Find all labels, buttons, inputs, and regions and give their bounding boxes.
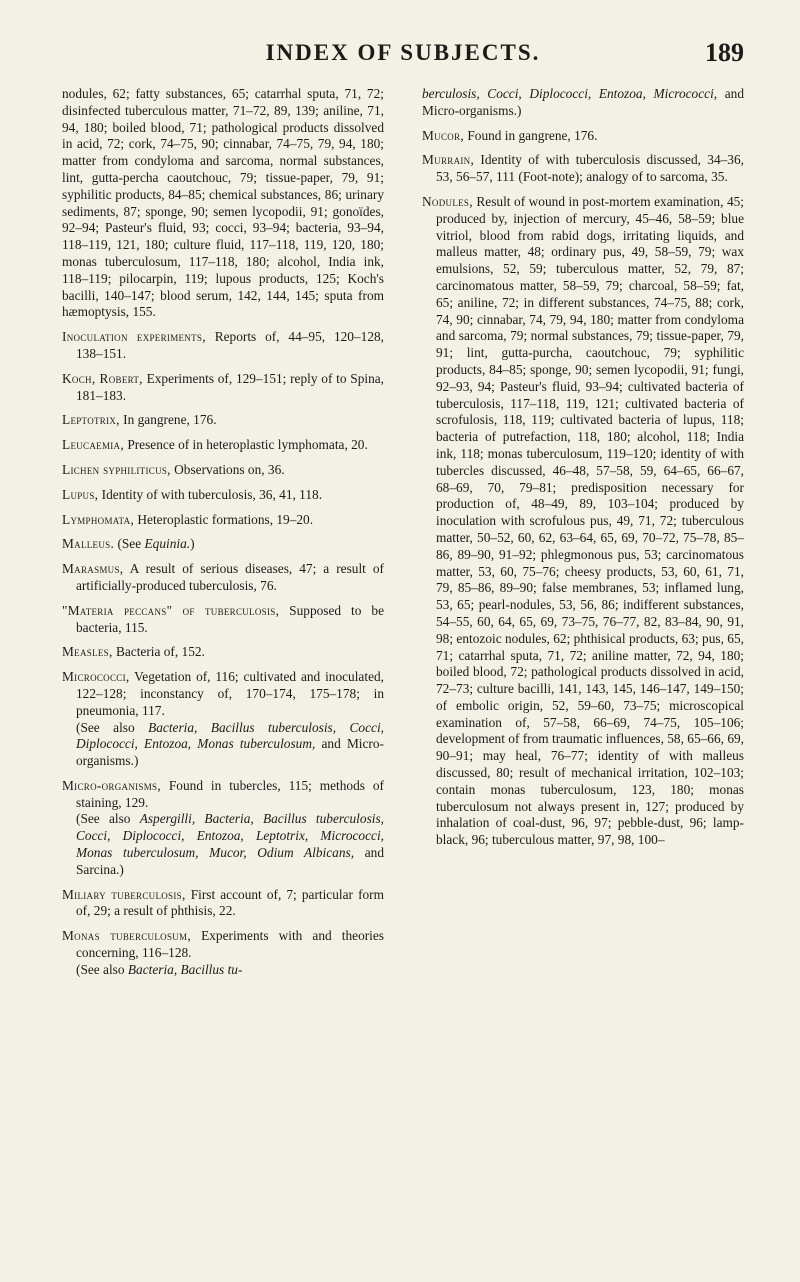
entry-text: nodules, 62; fatty substances, 65; catarrhal sputa, 71, 72; disinfected tuberculous matter, 71–72, 89, 139; aniline, 71, 94, 180; boiled blood, 71; pathological products dissolved in acid, 72; cork, 74–75, 90; cinnabar, 74–75, 79, 94, 180; matter from condyloma and sarcoma, normal substances, lint, gutta-percha caoutchouc, 79; tissue-paper, 79, 91; syphilitic products, 84–85; chemical substances, 86; urinary sediments, 87; sponge, 90; semen lycopodii, 91; gonoïdes, 92–94; Pasteur's fluid, 93; cocci, 93–94; bacteria, 93–94, 118–119, 121, 180; culture fluid, 117–118, 119, 120, 180; monas tuberculosum, 117–118, 180; alcohol, India ink, 118–119; pilocarpin, 119; lupous products, 125; Koch's bacilli, 140–147; blood serum, 142, 144, 145; sputa from hæmoptysis, 155. — [62, 86, 384, 320]
entry-text: Experiments of, 129–151; reply of to Spina, 181–183. — [76, 370, 384, 403]
entry-italic: berculosis, Cocci, Diplococci, Entozoa, Micrococci, — [422, 86, 718, 101]
entry-heading: Micro-organisms, — [62, 777, 161, 793]
index-entry — [62, 86, 384, 321]
entry-italic: Bacteria, Bacillus tu- — [127, 961, 243, 977]
index-columns — [62, 86, 744, 987]
index-entry — [62, 512, 384, 529]
entry-text: Found in gangrene, 176. — [464, 127, 598, 143]
entry-text: Identity of with tuberculosis, 36, 41, 118. — [98, 486, 323, 502]
index-entry — [422, 128, 744, 145]
index-entry — [62, 778, 384, 812]
entry-text: Bacteria of, 152. — [112, 644, 205, 660]
entry-text: Found in tubercles, 115; methods of staining, 129. — [76, 777, 384, 810]
entry-heading: Lupus, — [62, 486, 99, 502]
entry-heading: Monas tuberculosum, — [62, 928, 191, 944]
entry-text: Experiments with and theories concerning, 116–128. — [76, 928, 385, 961]
index-entry — [422, 152, 744, 186]
right-column — [422, 86, 744, 987]
entry-heading: Malleus. — [62, 536, 115, 552]
entry-italic: Bacteria, Bacillus tuberculosis, Cocci, Diplococci, Entozoa, Monas tuberculosum, — [76, 719, 384, 752]
entry-text: A result of serious diseases, 47; a result of artificially-produced tuberculosis, 76. — [76, 561, 384, 593]
index-entry — [62, 437, 384, 454]
entry-text: Supposed to be bacteria, 115. — [76, 602, 384, 635]
entry-text: Observations on, 36. — [170, 461, 285, 477]
index-entry — [62, 462, 384, 479]
index-entry — [62, 928, 384, 962]
entry-heading: Leucaemia, — [62, 437, 124, 453]
index-entry — [422, 194, 744, 849]
index-entry — [62, 329, 384, 363]
entry-text: Vegetation of, 116; cultivated and inoculated, 122–128; inconstancy of, 170–174, 175–178; in pneumonia, 117. — [76, 669, 384, 718]
index-entry — [62, 412, 384, 429]
entry-italic: Aspergilli, Bacteria, Bacillus tuberculosis, Cocci, Diplococci, Entozoa, Leptotrix, Micrococci, Monas tuberculosum, Mucor, Odium Albicans, — [76, 811, 384, 861]
entry-heading: Inoculation experiments, — [62, 329, 206, 345]
index-entry — [62, 561, 384, 595]
entry-text: Identity of with tuberculosis discussed, 34–36, 53, 56–57, 111 (Foot-note); analogy of to sarcoma, 35. — [436, 152, 744, 185]
entry-text-end: and Micro-organisms.) — [76, 736, 384, 769]
entry-text: (See also — [76, 811, 140, 827]
index-entry — [62, 962, 384, 979]
page-header — [62, 0, 744, 86]
entry-text: Reports of, 44–95, 120–128, 138–151. — [76, 329, 384, 361]
entry-text: Heteroplastic formations, 19–20. — [134, 511, 314, 527]
entry-heading: Micrococci, — [62, 669, 130, 685]
entry-heading: Mucor, — [422, 127, 465, 143]
entry-heading: Murrain, — [422, 152, 475, 168]
entry-text: (See also — [76, 719, 149, 735]
index-entry — [62, 720, 384, 770]
index-entry — [62, 487, 384, 504]
entry-heading: Lichen syphiliticus, — [62, 461, 171, 477]
entry-heading: Lymphomata, — [62, 511, 135, 527]
entry-text: Presence of in heteroplastic lymphomata, 20. — [123, 437, 368, 453]
entry-text: In gangrene, 176. — [119, 412, 217, 428]
entry-heading: Leptotrix, — [62, 412, 120, 428]
index-entry — [62, 644, 384, 661]
entry-italic: Equinia. — [144, 536, 191, 552]
entry-text-end: and Sarcina.) — [76, 845, 384, 877]
running-title: INDEX OF SUBJECTS. — [265, 40, 541, 65]
index-entry — [62, 887, 384, 921]
index-entry — [62, 371, 384, 405]
entry-heading: Marasmus, — [62, 561, 124, 577]
index-entry — [62, 536, 384, 553]
entry-heading: Miliary tuberculosis, — [62, 886, 186, 902]
entry-text: Result of wound in post-mortem examination, 45; produced by, injection of mercury, 45–46, 58–59; blue vitriol, blood from rabid dogs, irritating liquids, and malleus matter, 48; ordinary pus, 49, 58–59, 79; wax emulsions, 52, 59; tuberculous matter, 52, 79, 87; carcinomatous matter, 58–59, 79; charcoal, 58–59; fat, 65; aniline, 72; in different substances, 74–75, 88; cork, 74, 90; cinnabar, 74, 79, 94, 180; matter from condyloma and sarcoma, 79; normal substances, 79; tissue-paper, 79, 91; lint, gutta-purcha, caoutchouc, 79; syphilitic products, 84–85; sponge, 90; semen lycopodii, 91; fungi, 92–93, 94; Pasteur's fluid, 93–94; cultivated bacteria of tuberculosis, 117–118, 119, 121; cultivated bacteria of scrofulosis, 118, 119; cultivated bacteria of lupus, 118; bacteria of putrefaction, 118, 180; alcohol, 118; India ink, 118; monas tuberculosum, 119–120; identity of with tubercles discussed, 46–48, 57–58, 59, 64–65, 66–67, 68–69, 70, 79–81; predisposition necessary for production of, 48–49, 89, 103–104; produced by inoculation with scrofulous pus, 49, 71, 72; tuberculous matter, 50–52, 60, 62, 63–64, 65, 69, 70–72, 75–78, 85–86, 89–90, 91–92; phlegmonous pus, 53; carcinomatous matter, 53, 60, 75–76; cheesy products, 53, 60, 61, 71, 79, 85–86, 89–90; false membranes, 53; inflamed lung, 53, 65; pearl-nodules, 53, 56, 86; indifferent substances, 54–55, 60, 64, 65, 69, 73–75, 76–77, 82, 83–84, 90, 91, 98; entozoic nodules, 62; phthisical products, 63; pus, 65, 71; catarrhal sputa, 71, 72; aniline matter, 72, 94, 180; boiled blood, 72; pathological products dissolved in acid, 72–73; culture bacilli, 141, 143, 145, 146–147, 149–150; of embolic origin, 52, 59–60, 73–75; microscopical examination of, 57–58, 66–69, 74–75, 105–106; development of from traumatic influences, 58, 65–66, 69, 90–91; may heal, 76–77; identity of with malleus discussed, 80; result of mechanical irritation, 102–103; contain monas tuberculosum, 123, 180; monas tuberculosum not always present in, 127; produced by inhalation of coal-dust, 96, 97; pebble-dust, 96; lamp-black, 96; tuberculous matter, 97, 98, 100– — [436, 193, 744, 848]
index-entry — [62, 669, 384, 719]
index-entry — [62, 811, 384, 878]
entry-text: (See — [114, 536, 145, 552]
entry-heading: Nodules, — [422, 193, 473, 209]
left-column — [62, 86, 384, 987]
entry-heading: Koch, Robert, — [62, 370, 143, 386]
entry-heading: Measles, — [62, 644, 113, 660]
entry-text: First account of, 7; particular form of, 29; a result of phthisis, 22. — [76, 886, 385, 919]
entry-text-end: ) — [190, 536, 195, 552]
page-number: 189 — [705, 38, 744, 67]
entry-text: (See also — [76, 961, 128, 977]
entry-text-end: and Micro-organisms.) — [422, 86, 744, 118]
entry-heading: "Materia peccans" of tuberculosis, — [62, 602, 280, 618]
index-entry — [422, 86, 744, 120]
index-entry — [62, 603, 384, 637]
